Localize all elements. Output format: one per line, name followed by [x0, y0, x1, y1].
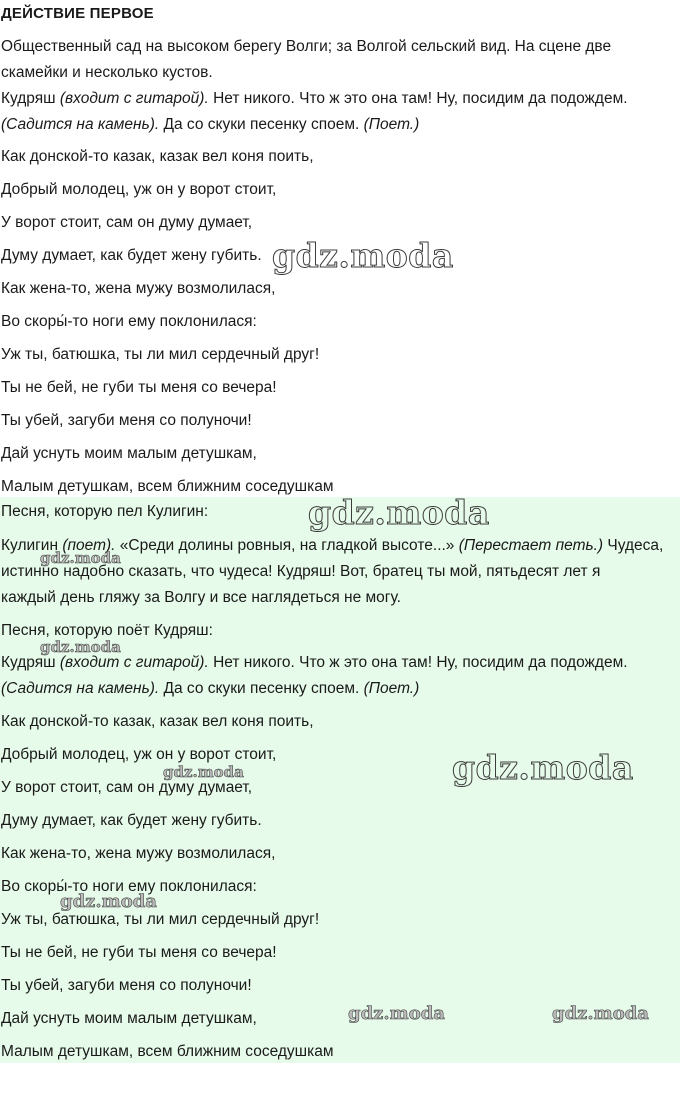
watermark: gdz.moda [60, 891, 157, 912]
watermark: gdz.moda [308, 493, 490, 532]
stage-remark: (Поет.) [363, 116, 420, 133]
song-line: Думу думает, как будет жену губить. [1, 247, 262, 264]
watermark: gdz.moda [272, 236, 454, 275]
song-line: Дай уснуть моим малым детушкам, [1, 1010, 257, 1027]
stage-remark: (поет). [62, 537, 116, 554]
dialogue-text: «Среди долины ровныя, на гладкой высоте...» [115, 537, 459, 554]
dialogue-text: Нет никого. Что ж это она там! Ну, посидим да подождем. [208, 90, 628, 107]
stage-remark: (Перестает петь.) [458, 537, 604, 554]
watermark: gdz.moda [40, 549, 121, 567]
speaker-name: Кудряш [1, 90, 60, 107]
speaker-name: Кудряш [1, 654, 60, 671]
song-line: Ты не бей, не губи ты меня со вечера! [1, 944, 277, 961]
dialogue-line [1, 89, 628, 109]
song-line: Думу думает, как будет жену губить. [1, 812, 262, 829]
stage-remark: (Садится на камень). [1, 116, 160, 133]
song-line: Дай уснуть моим малым детушкам, [1, 445, 257, 462]
song-line: Во скоры́-то ноги ему поклонилася: [1, 313, 257, 330]
song-line: У ворот стоит, сам он думу думает, [1, 214, 253, 231]
song-line: Как донской-то казак, казак вел коня поить, [1, 148, 314, 165]
dialogue-text: Чудеса, [603, 537, 664, 554]
song-line: Малым детушкам, всем ближним соседушкам [1, 478, 334, 495]
song-line: Ты убей, загуби меня со полуночи! [1, 977, 252, 994]
stage-direction-line: скамейки и несколько кустов. [1, 64, 213, 81]
stage-remark: (Поет.) [363, 680, 420, 697]
song-line: У ворот стоит, сам он думу думает, [1, 779, 253, 796]
dialogue-line: истинно надобно сказать, что чудеса! Кудряш! Вот, братец ты мой, пятьдесят лет я [1, 563, 601, 580]
section-title: Песня, которую поёт Кудряш: [1, 622, 213, 639]
stage-direction-line: Общественный сад на высоком берегу Волги; за Волгой сельский вид. На сцене две [1, 38, 612, 55]
watermark: gdz.moda [348, 1003, 445, 1024]
watermark: gdz.moda [40, 638, 121, 656]
song-line: Уж ты, батюшка, ты ли мил сердечный друг! [1, 346, 320, 363]
song-line: Как жена-то, жена мужу возмолилася, [1, 280, 276, 297]
speaker-name: Кулигин [1, 537, 63, 554]
dialogue-line: каждый день гляжу за Волгу и все наглядеться не могу. [1, 589, 401, 606]
stage-remark: (входит с гитарой). [59, 654, 209, 671]
watermark: gdz.moda [552, 1003, 649, 1024]
song-line: Как донской-то казак, казак вел коня поить, [1, 713, 314, 730]
watermark: gdz.moda [452, 748, 634, 787]
watermark: gdz.moda [163, 763, 244, 781]
song-line: Уж ты, батюшка, ты ли мил сердечный друг! [1, 911, 320, 928]
dialogue-text: Да со скуки песенку споем. [159, 680, 364, 697]
section-title: Песня, которую пел Кулигин: [1, 503, 209, 520]
song-line: Ты не бей, не губи ты меня со вечера! [1, 379, 277, 396]
stage-remark: (входит с гитарой). [59, 90, 209, 107]
song-line: Как жена-то, жена мужу возмолилася, [1, 845, 276, 862]
song-line: Добрый молодец, уж он у ворот стоит, [1, 746, 277, 763]
dialogue-line [1, 679, 419, 699]
song-line: Малым детушкам, всем ближним соседушкам [1, 1043, 334, 1060]
act-heading: ДЕЙСТВИЕ ПЕРВОЕ [1, 5, 154, 22]
dialogue-line [1, 115, 419, 135]
dialogue-text: Нет никого. Что ж это она там! Ну, посидим да подождем. [208, 654, 628, 671]
dialogue-line [1, 653, 628, 673]
song-line: Во скоры́-то ноги ему поклонилася: [1, 878, 257, 895]
song-line: Ты убей, загуби меня со полуночи! [1, 412, 252, 429]
song-line: Добрый молодец, уж он у ворот стоит, [1, 181, 277, 198]
dialogue-text: Да со скуки песенку споем. [159, 116, 364, 133]
stage-remark: (Садится на камень). [1, 680, 160, 697]
